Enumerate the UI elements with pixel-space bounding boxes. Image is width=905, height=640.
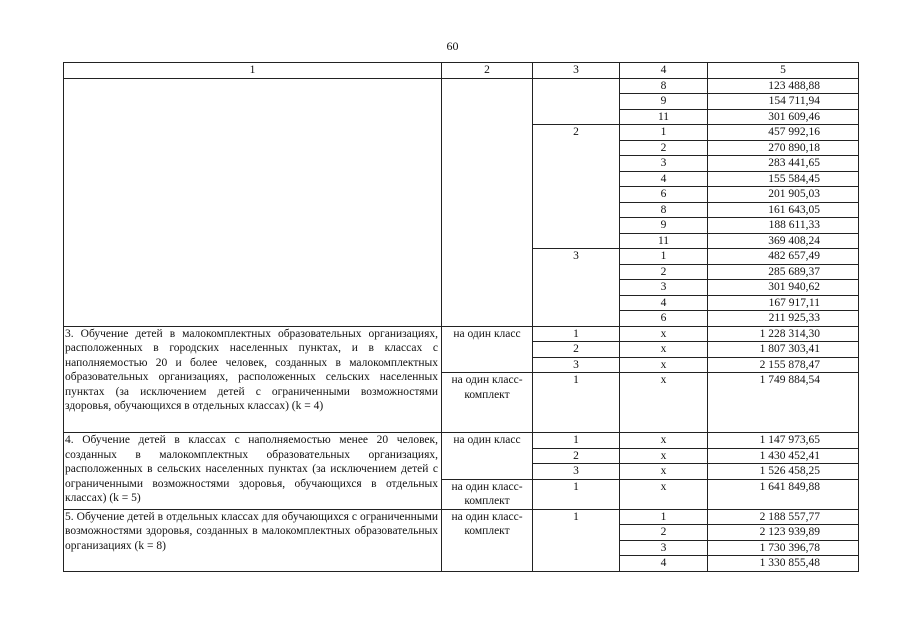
grade-cell: х (620, 479, 708, 509)
value-cell: 1 807 303,41 (708, 342, 859, 358)
section5-unit-complex: на один класс-комплект (442, 509, 533, 571)
value-cell: 1 749 884,54 (708, 373, 859, 433)
value-cell: 211 925,33 (708, 311, 859, 327)
value-cell: 155 584,45 (708, 171, 859, 187)
group-cell (533, 78, 620, 125)
group-cell: 3 (533, 357, 620, 373)
grade-cell: 2 (620, 264, 708, 280)
value-cell: 1 147 973,65 (708, 433, 859, 449)
section3-unit-class: на один класс (442, 326, 533, 373)
group-cell: 1 (533, 479, 620, 509)
value-cell: 301 940,62 (708, 280, 859, 296)
norms-table (63, 62, 859, 572)
group-cell: 2 (533, 342, 620, 358)
value-cell: 270 890,18 (708, 140, 859, 156)
value-cell: 283 441,65 (708, 156, 859, 172)
section4-unit-class: на один класс (442, 433, 533, 480)
header-col-1: 1 (64, 63, 442, 79)
header-col-5: 5 (708, 63, 859, 79)
section5-description: 5. Обучение детей в отдельных классах для обучающихся с ограниченными возможностями здоровья, созданных в малокомплектных образовательных организациях (k = 8) (64, 509, 442, 571)
grade-cell: 1 (620, 249, 708, 265)
grade-cell: 6 (620, 187, 708, 203)
continuation-unit-cell (442, 78, 533, 326)
section4-unit-complex: на один класс-комплект (442, 479, 533, 509)
value-cell: 161 643,05 (708, 202, 859, 218)
value-cell: 482 657,49 (708, 249, 859, 265)
group-cell: 1 (533, 433, 620, 449)
group-cell: 2 (533, 125, 620, 249)
value-cell: 2 123 939,89 (708, 525, 859, 541)
value-cell: 123 488,88 (708, 78, 859, 94)
grade-cell: 1 (620, 509, 708, 525)
value-cell: 285 689,37 (708, 264, 859, 280)
section3-description: 3. Обучение детей в малокомплектных образовательных организациях, расположенных в городских населенных пунктах, и в классах с наполняемостью 20 и более человек, созданных в малокомплектных образовательных организациях, расположенных сельских населенных пунктах (за исключением детей с ограниченными возможностями здоровья, обучающихся в отдельных классах) (k = 4) (64, 326, 442, 433)
value-cell: 201 905,03 (708, 187, 859, 203)
grade-cell: х (620, 357, 708, 373)
group-cell: 3 (533, 464, 620, 480)
grade-cell: х (620, 326, 708, 342)
grade-cell: х (620, 373, 708, 433)
grade-cell: 3 (620, 540, 708, 556)
table-row (64, 509, 859, 525)
group-cell: 2 (533, 448, 620, 464)
grade-cell: 2 (620, 525, 708, 541)
value-cell: 167 917,11 (708, 295, 859, 311)
table-header-row (64, 63, 859, 79)
value-cell: 1 526 458,25 (708, 464, 859, 480)
value-cell: 1 228 314,30 (708, 326, 859, 342)
value-cell: 1 330 855,48 (708, 556, 859, 572)
grade-cell: 2 (620, 140, 708, 156)
value-cell: 188 611,33 (708, 218, 859, 234)
group-cell: 1 (533, 509, 620, 571)
grade-cell: 8 (620, 78, 708, 94)
continuation-description-cell (64, 78, 442, 326)
grade-cell: 4 (620, 295, 708, 311)
grade-cell: 11 (620, 233, 708, 249)
page-number: 60 (446, 39, 459, 53)
grade-cell: 3 (620, 156, 708, 172)
grade-cell: 11 (620, 109, 708, 125)
grade-cell: 4 (620, 556, 708, 572)
value-cell: 2 155 878,47 (708, 357, 859, 373)
grade-cell: 3 (620, 280, 708, 296)
grade-cell: 6 (620, 311, 708, 327)
table-row (64, 433, 859, 449)
section4-description: 4. Обучение детей в классах с наполняемостью менее 20 человек, созданных в малокомплектных образовательных организациях, расположенных в сельских населенных пунктах (за исключением детей с ограниченными возможностями здоровья, обучающихся в отдельных классах) (k = 5) (64, 433, 442, 510)
group-cell: 3 (533, 249, 620, 327)
grade-cell: 9 (620, 94, 708, 110)
group-cell: 1 (533, 373, 620, 433)
grade-cell: х (620, 342, 708, 358)
grade-cell: 9 (620, 218, 708, 234)
value-cell: 1 641 849,88 (708, 479, 859, 509)
header-col-3: 3 (533, 63, 620, 79)
grade-cell: 8 (620, 202, 708, 218)
table-row (64, 78, 859, 94)
grade-cell: 4 (620, 171, 708, 187)
value-cell: 1 430 452,41 (708, 448, 859, 464)
value-cell: 301 609,46 (708, 109, 859, 125)
grade-cell: х (620, 464, 708, 480)
grade-cell: 1 (620, 125, 708, 141)
table-row (64, 326, 859, 342)
value-cell: 2 188 557,77 (708, 509, 859, 525)
header-col-4: 4 (620, 63, 708, 79)
grade-cell: х (620, 433, 708, 449)
group-cell: 1 (533, 326, 620, 342)
section3-unit-complex: на один класс-комплект (442, 373, 533, 433)
value-cell: 457 992,16 (708, 125, 859, 141)
value-cell: 154 711,94 (708, 94, 859, 110)
grade-cell: х (620, 448, 708, 464)
value-cell: 1 730 396,78 (708, 540, 859, 556)
header-col-2: 2 (442, 63, 533, 79)
value-cell: 369 408,24 (708, 233, 859, 249)
